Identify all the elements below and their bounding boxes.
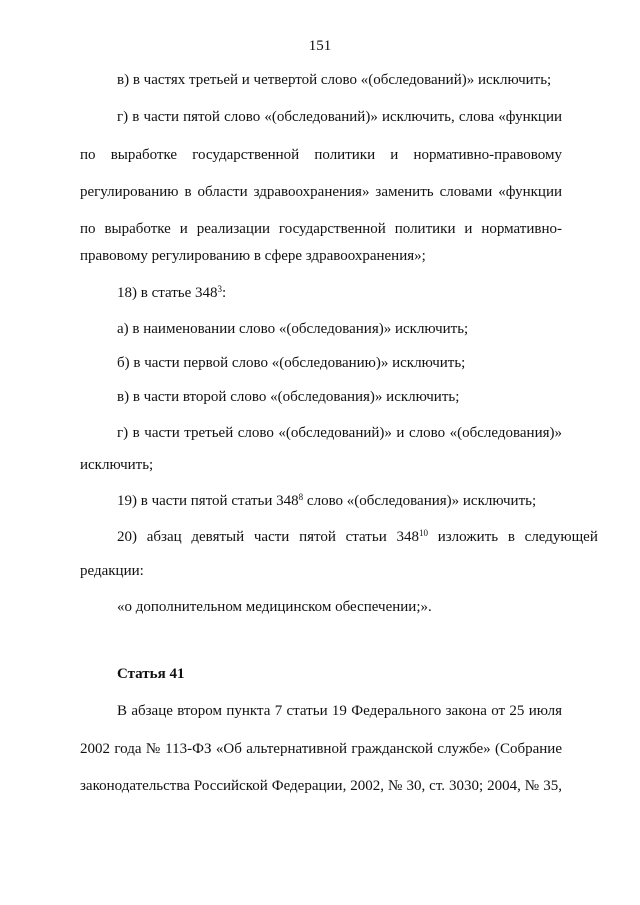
text-line: правовому регулированию в сфере здравоохранения»; [80, 248, 426, 264]
superscript: 10 [418, 528, 428, 538]
text-line: исключить; [80, 457, 154, 473]
text-line: редакции: [80, 563, 144, 579]
text-line: а) в наименовании слово «(обследования)» исключить; [117, 321, 469, 337]
page-number: 151 [308, 38, 332, 54]
text-line: по выработке и реализации государственной политики и нормативно- [80, 221, 562, 237]
text-line [117, 491, 562, 511]
text-line: г) в части третьей слово «(обследований)» и слово «(обследования)» [117, 425, 562, 441]
text-line: В абзаце втором пункта 7 статьи 19 Федерального закона от 25 июля [117, 703, 562, 719]
text-line [117, 283, 562, 303]
article-heading: Статья 41 [117, 666, 185, 682]
superscript: 3 [217, 284, 223, 294]
text-span: 19) в части пятой статьи 348 [117, 493, 299, 509]
text-line: в) в части второй слово «(обследования)» исключить; [117, 389, 460, 405]
text-span: 20) абзац девятый части пятой статьи 348 [117, 529, 419, 545]
text-line: «о дополнительном медицинском обеспечении;». [117, 599, 432, 615]
text-span: 18) в статье 348 [117, 285, 218, 301]
text-span: слово «(обследования)» исключить; [303, 493, 537, 509]
text-line: б) в части первой слово «(обследованию)» исключить; [117, 355, 466, 371]
text-line: в) в частях третьей и четвертой слово «(обследований)» исключить; [117, 72, 552, 88]
text-line: законодательства Российской Федерации, 2002, № 30, ст. 3030; 2004, № 35, [80, 778, 562, 794]
text-span: : [222, 285, 227, 301]
superscript: 8 [298, 492, 304, 502]
text-line: 2002 года № 113-ФЗ «Об альтернативной гражданской службе» (Собрание [80, 741, 562, 757]
text-line: г) в части пятой слово «(обследований)» исключить, слова «функции [117, 109, 562, 125]
text-line: по выработке государственной политики и нормативно-правовому [80, 147, 562, 163]
text-line: регулированию в области здравоохранения» заменить словами «функции [80, 184, 562, 200]
text-line [117, 527, 598, 547]
text-span: изложить в следующей [427, 529, 598, 545]
